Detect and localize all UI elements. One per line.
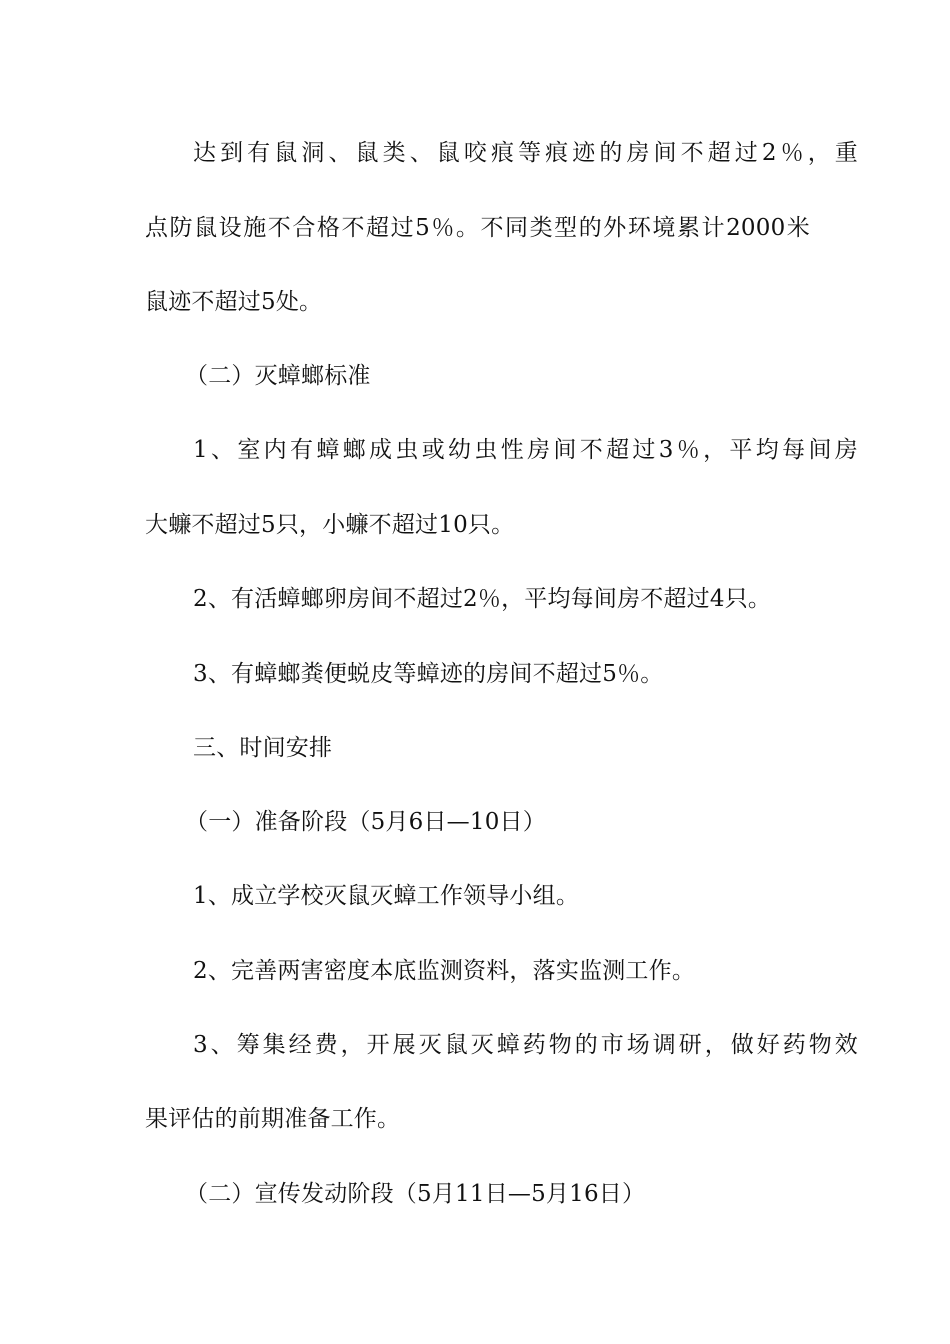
paragraph-line: 果评估的前期准备工作。	[145, 1106, 401, 1132]
section-heading: 三、时间安排	[193, 735, 333, 761]
paragraph-line: 1、室内有蟑螂成虫或幼虫性房间不超过3％，平均每间房	[193, 437, 858, 463]
section-heading: （一）准备阶段（5月6日—10日）	[185, 809, 546, 835]
paragraph-line: 点防鼠设施不合格不超过5％。不同类型的外环境累计2000米	[145, 215, 810, 241]
paragraph-line: 2、有活蟑螂卵房间不超过2％，平均每间房不超过4只。	[193, 586, 772, 612]
paragraph-line: 鼠迹不超过5处。	[145, 289, 323, 315]
section-heading: （二）宣传发动阶段（5月11日—5月16日）	[185, 1181, 646, 1207]
paragraph-line: 3、筹集经费，开展灭鼠灭蟑药物的市场调研，做好药物效	[193, 1032, 858, 1058]
paragraph-line: 2、完善两害密度本底监测资料，落实监测工作。	[193, 958, 696, 984]
paragraph-line: 大蠊不超过5只，小蠊不超过10只。	[145, 512, 515, 538]
paragraph-line: 1、成立学校灭鼠灭蟑工作领导小组。	[193, 883, 580, 909]
section-heading: （二）灭蟑螂标准	[185, 363, 371, 389]
paragraph-line: 达到有鼠洞、鼠类、鼠咬痕等痕迹的房间不超过2％，重	[193, 140, 858, 166]
paragraph-line: 3、有蟑螂粪便蜕皮等蟑迹的房间不超过5％。	[193, 661, 664, 687]
